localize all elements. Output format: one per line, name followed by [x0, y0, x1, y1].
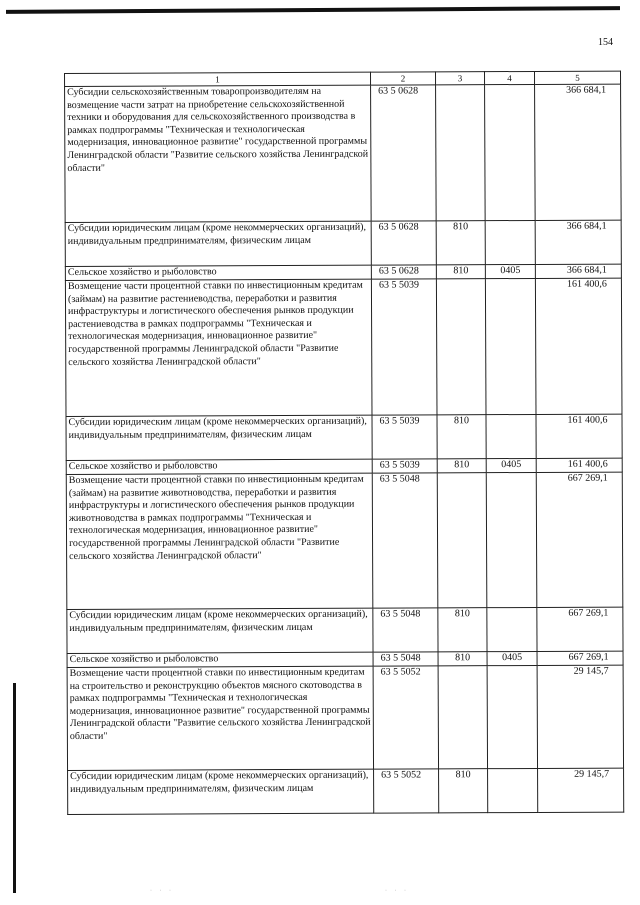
item-name: Возмещение части процентной ставки по инвестиционным кредитам (займам) на развитие растениеводства, переработки и развития инфраструктуры и логистического обеспечения рынков продукции растениеводства в рамках подпрограммы "Техническая и технологическая модернизация, инновационное развитие" государственной программы Ленинградской области "Развитие сельского хозяйства Ленинградской области" — [65, 279, 372, 416]
scan-noise: · · · — [385, 888, 409, 894]
amount: 161 400,6 — [536, 458, 622, 472]
section-code — [486, 414, 536, 458]
table-row — [66, 472, 623, 609]
target-article-code: 63 5 5039 — [371, 279, 437, 415]
column-header: 2 — [370, 72, 435, 85]
expense-type-code: 810 — [439, 769, 488, 813]
target-article-code: 63 5 0628 — [371, 221, 436, 265]
table-row — [67, 665, 623, 770]
target-article-code: 63 5 5048 — [373, 652, 438, 666]
column-header: 4 — [484, 71, 534, 84]
table-row — [65, 220, 621, 266]
item-name: Субсидии юридическим лицам (кроме некоммерческих организаций), индивидуальным предпринимателям, физическим лицам — [65, 221, 371, 266]
section-code — [485, 220, 535, 264]
item-name: Возмещение части процентной ставки по инвестиционным кредитам (займам) на развитие животноводства, переработки и развития инфраструктуры и логистического обеспечения рынков продукции животноводства в рамках подпрограммы "Техническая и технологическая модернизация, инновационное развитие" государственной программы Ленинградской области "Развитие сельского хозяйства Ленинградской области" — [66, 473, 373, 609]
section-code — [485, 278, 536, 414]
amount: 29 145,7 — [537, 665, 623, 768]
amount: 366 684,1 — [535, 84, 622, 220]
section-code — [485, 84, 536, 220]
item-name: Возмещение части процентной ставки по инвестиционным кредитам на строительство и реконструкцию объектов мясного скотоводства в рамках подпрограммы "Техническая и технологическая модернизация, инновационное развитие" государственной программы Ленинградской области "Развитие сельского хозяйства Ленинградской области" — [67, 666, 373, 770]
item-name: Сельское хозяйство и рыболовство — [66, 459, 372, 474]
item-name: Субсидии сельскохозяйственным товаропроизводителям на возмещение части затрат на приобретение сельскохозяйственной техники и оборудования для сельскохозяйственного производства в рамках подпрограммы "Техническая и технологическая модернизация, инновационное развитие" государственной программы Ленинградской области "Развитие сельского хозяйства Ленинградской области" — [65, 85, 372, 222]
amount: 667 269,1 — [536, 472, 623, 607]
column-header: 1 — [65, 72, 371, 86]
expense-type-code: 810 — [436, 221, 485, 265]
item-name: Субсидии юридическим лицам (кроме некоммерческих организаций), индивидуальным предпринимателям, физическим лицам — [68, 769, 374, 814]
target-article-code: 63 5 5048 — [373, 608, 438, 652]
amount: 366 684,1 — [535, 220, 621, 264]
expense-type-code — [438, 666, 487, 769]
section-code: 0405 — [487, 651, 537, 665]
table-row — [67, 607, 623, 653]
target-article-code: 63 5 5048 — [372, 473, 438, 608]
table-row — [68, 768, 624, 814]
scan-noise: · · · — [150, 888, 174, 894]
section-code — [487, 665, 537, 768]
target-article-code: 63 5 5052 — [374, 769, 439, 813]
item-name: Субсидии юридическим лицам (кроме некоммерческих организаций), индивидуальным предпринимателям, физическим лицам — [67, 608, 373, 653]
section-code: 0405 — [485, 264, 535, 278]
target-article-code: 63 5 5039 — [372, 459, 437, 473]
expense-type-code — [436, 85, 486, 221]
expense-type-code: 810 — [437, 415, 486, 459]
target-article-code: 63 5 5039 — [372, 415, 437, 459]
item-name: Сельское хозяйство и рыболовство — [67, 652, 373, 667]
scan-top-edge — [6, 6, 620, 14]
column-header: 5 — [534, 71, 620, 84]
scan-left-edge — [13, 683, 16, 893]
budget-table — [64, 71, 624, 815]
expense-type-code — [437, 473, 487, 608]
target-article-code: 63 5 0628 — [371, 265, 436, 279]
target-article-code: 63 5 5052 — [373, 666, 438, 769]
table-row — [65, 278, 622, 416]
section-code: 0405 — [486, 458, 536, 472]
amount: 161 400,6 — [536, 414, 622, 458]
amount: 667 269,1 — [537, 651, 623, 665]
expense-type-code: 810 — [438, 652, 487, 666]
column-header: 3 — [435, 72, 484, 85]
amount: 161 400,6 — [535, 278, 622, 414]
section-code — [488, 768, 538, 812]
budget-sheet — [64, 71, 623, 815]
item-name: Субсидии юридическим лицам (кроме некоммерческих организаций), индивидуальным предпринимателям, физическим лицам — [66, 415, 372, 460]
item-name: Сельское хозяйство и рыболовство — [65, 265, 371, 280]
table-row — [66, 414, 622, 460]
expense-type-code: 810 — [436, 265, 485, 279]
table-row — [65, 84, 622, 222]
expense-type-code: 810 — [437, 459, 486, 473]
expense-type-code: 810 — [438, 608, 487, 652]
amount: 366 684,1 — [535, 264, 621, 278]
amount: 667 269,1 — [537, 607, 623, 651]
amount: 29 145,7 — [538, 768, 624, 812]
section-code — [487, 607, 537, 651]
expense-type-code — [436, 279, 486, 415]
page-number: 154 — [598, 37, 613, 48]
section-code — [486, 472, 537, 607]
target-article-code: 63 5 0628 — [371, 85, 437, 221]
